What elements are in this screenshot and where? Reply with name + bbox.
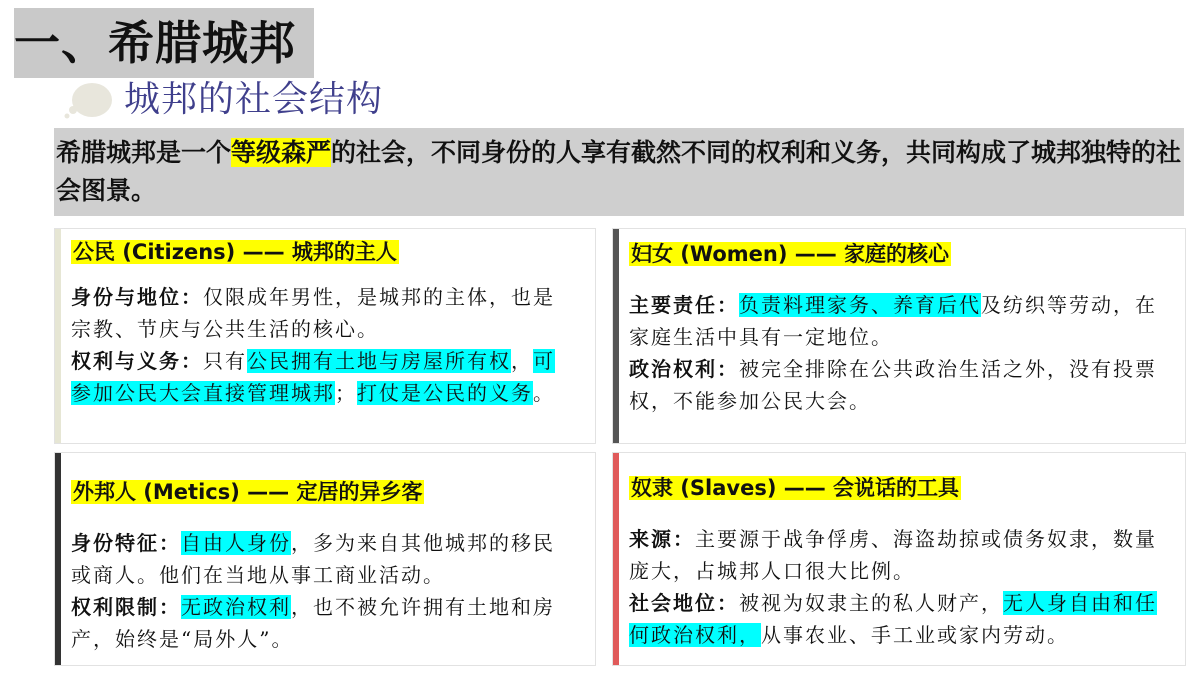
label-social-status: 社会地位： [629, 591, 739, 615]
intro-text-1: 希腊城邦是一个 [56, 138, 232, 167]
page-title: 一、希腊城邦 [14, 16, 296, 70]
text-rights-c: ； [335, 381, 357, 405]
text-political: 被完全排除在公共政治生活之外，没有投票权，不能参加公民大会。 [629, 357, 1157, 413]
card-metics [54, 452, 596, 666]
text-rights-a: 只有 [203, 349, 247, 373]
card-heading: 外邦人 (Metics) —— 定居的异乡客 [73, 480, 423, 504]
label-restriction: 权利限制： [71, 595, 181, 619]
card-body [629, 289, 1159, 417]
highlight-free: 自由人身份 [181, 531, 291, 555]
card-body [629, 523, 1174, 651]
highlight-household: 负责料理家务、养育后代 [739, 293, 981, 317]
highlight-assembly: 可参加公民大会直接管理城邦 [71, 349, 555, 405]
card-accent-bar [613, 453, 619, 665]
text-restriction: ，也不被允许拥有土地和房产，始终是“局外人”。 [71, 595, 555, 651]
label-rights: 权利与义务： [71, 349, 203, 373]
text-identity: ，多为来自其他城邦的移民或商人。他们在当地从事工商业活动。 [71, 531, 555, 587]
card-accent-bar [55, 453, 61, 665]
section-subtitle: 城邦的社会结构 [124, 79, 384, 120]
label-status: 身份与地位： [71, 285, 203, 309]
intro-text-2: 的社会，不同身份的人享有截然不同的权利和义务，共同构成了城邦独特的社会图景。 [56, 138, 1182, 205]
card-accent-bar [55, 229, 61, 443]
card-slaves [612, 452, 1186, 666]
text-status-b: 从事农业、手工业或家内劳动。 [761, 623, 1069, 647]
card-women [612, 228, 1186, 444]
speech-bubble-icon [64, 80, 114, 120]
highlight-no-rights: 无政治权利 [181, 595, 291, 619]
card-heading: 妇女 (Women) —— 家庭的核心 [631, 242, 950, 266]
card-heading: 奴隶 (Slaves) —— 会说话的工具 [631, 476, 960, 500]
label-identity: 身份特征： [71, 531, 181, 555]
card-body [71, 527, 576, 655]
intro-highlight: 等级森严 [231, 138, 332, 167]
text-duty: 及纺织等劳动，在家庭生活中具有一定地位。 [629, 293, 1157, 349]
label-duty: 主要责任： [629, 293, 739, 317]
text-status: 仅限成年男性，是城邦的主体，也是宗教、节庆与公共生活的核心。 [71, 285, 555, 341]
text-rights-b: ， [511, 349, 533, 373]
text-rights-d: 。 [533, 381, 555, 405]
card-accent-bar [613, 229, 619, 443]
highlight-duty: 打仗是公民的义务 [357, 381, 533, 405]
highlight-property: 公民拥有土地与房屋所有权 [247, 349, 511, 373]
card-body [71, 281, 576, 409]
card-citizens [54, 228, 596, 444]
highlight-no-freedom: 无人身自由和任何政治权利， [629, 591, 1157, 647]
intro-paragraph [56, 134, 1182, 210]
text-source: 主要源于战争俘虏、海盗劫掠或债务奴隶，数量庞大，占城邦人口很大比例。 [629, 527, 1157, 583]
label-source: 来源： [629, 527, 695, 551]
card-heading: 公民 (Citizens) —— 城邦的主人 [73, 240, 397, 264]
label-political: 政治权利： [629, 357, 739, 381]
text-status-a: 被视为奴隶主的私人财产， [739, 591, 1003, 615]
